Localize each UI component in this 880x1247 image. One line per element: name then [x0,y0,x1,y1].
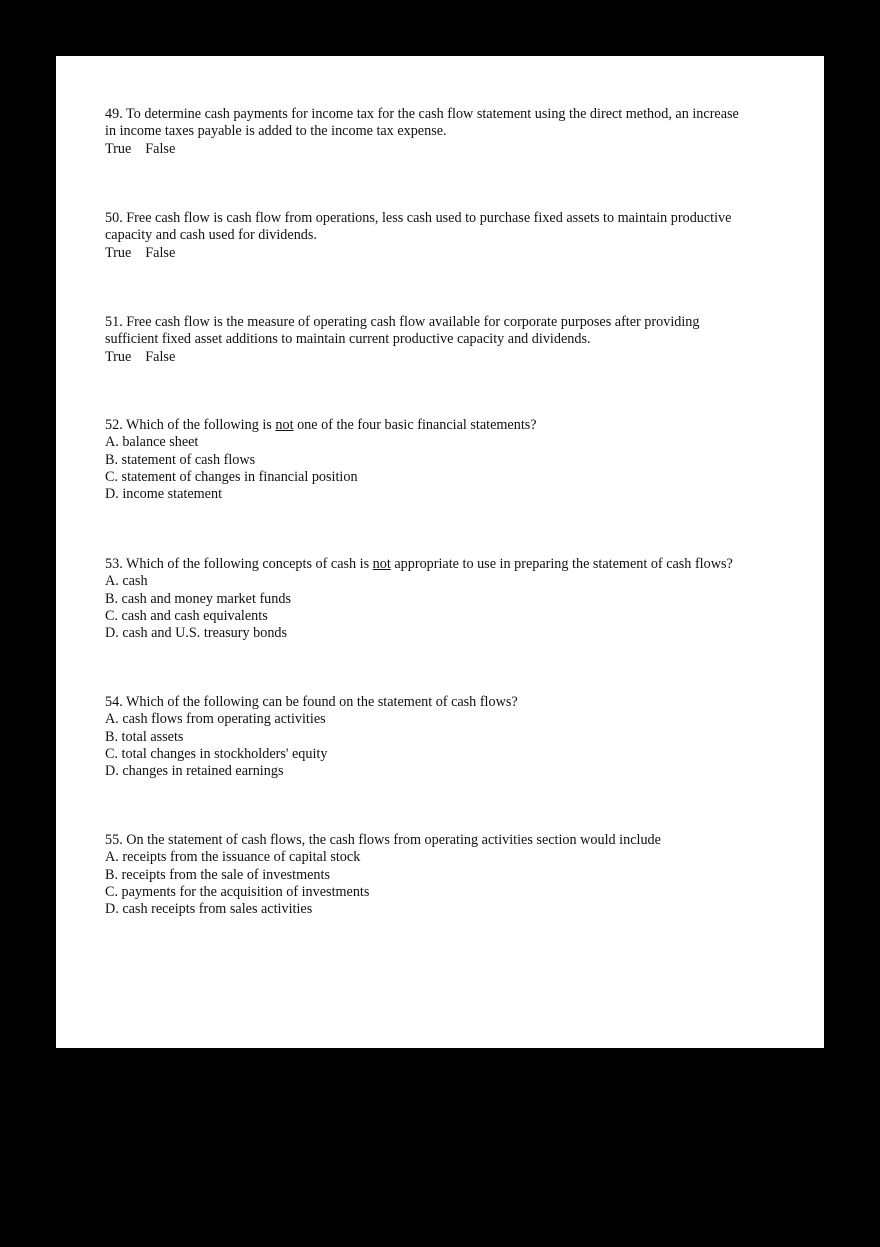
question-54 [105,694,785,780]
document-page [56,56,824,1048]
question-text: 53. Which of the following concepts of cash is not appropriate to use in preparing the statement of cash flows? [105,556,733,572]
question-52 [105,417,785,503]
option-true[interactable]: True [105,140,132,157]
option-b[interactable]: B. total assets [105,728,184,745]
option-false[interactable]: False [145,348,176,365]
option-d[interactable]: D. changes in retained earnings [105,763,284,780]
option-a[interactable]: A. balance sheet [105,434,199,451]
question-55 [105,832,785,918]
option-false[interactable]: False [145,140,176,157]
question-text: in income taxes payable is added to the income tax expense. [105,123,447,140]
true-false-options [105,141,785,158]
option-c[interactable]: C. cash and cash equivalents [105,607,268,624]
true-false-options [105,349,785,366]
option-c[interactable]: C. payments for the acquisition of investments [105,883,370,900]
question-text: 50. Free cash flow is cash flow from operations, less cash used to purchase fixed assets to maintain productive [105,210,732,226]
question-text: 49. To determine cash payments for income tax for the cash flow statement using the direct method, an increase [105,106,739,122]
question-text: 55. On the statement of cash flows, the cash flows from operating activities section would include [105,832,661,848]
option-b[interactable]: B. receipts from the sale of investments [105,866,330,883]
true-false-options [105,245,785,262]
option-c[interactable]: C. total changes in stockholders' equity [105,745,328,762]
option-d[interactable]: D. income statement [105,486,223,503]
question-text: 52. Which of the following is not one of the four basic financial statements? [105,417,537,433]
option-true[interactable]: True [105,244,132,261]
option-d[interactable]: D. cash receipts from sales activities [105,901,313,918]
option-d[interactable]: D. cash and U.S. treasury bonds [105,625,288,642]
question-text: sufficient fixed asset additions to maintain current productive capacity and dividends. [105,331,591,348]
option-true[interactable]: True [105,348,132,365]
option-b[interactable]: B. cash and money market funds [105,590,291,607]
question-49 [105,106,785,158]
option-false[interactable]: False [145,244,176,261]
question-text: 51. Free cash flow is the measure of operating cash flow available for corporate purposes after providing [105,314,700,330]
option-c[interactable]: C. statement of changes in financial position [105,468,358,485]
option-b[interactable]: B. statement of cash flows [105,451,256,468]
question-50 [105,210,785,262]
question-text: 54. Which of the following can be found on the statement of cash flows? [105,694,518,710]
question-51 [105,314,785,366]
option-a[interactable]: A. receipts from the issuance of capital stock [105,849,361,866]
question-text: capacity and cash used for dividends. [105,227,317,244]
question-53 [105,556,785,642]
option-a[interactable]: A. cash [105,573,148,590]
option-a[interactable]: A. cash flows from operating activities [105,711,326,728]
